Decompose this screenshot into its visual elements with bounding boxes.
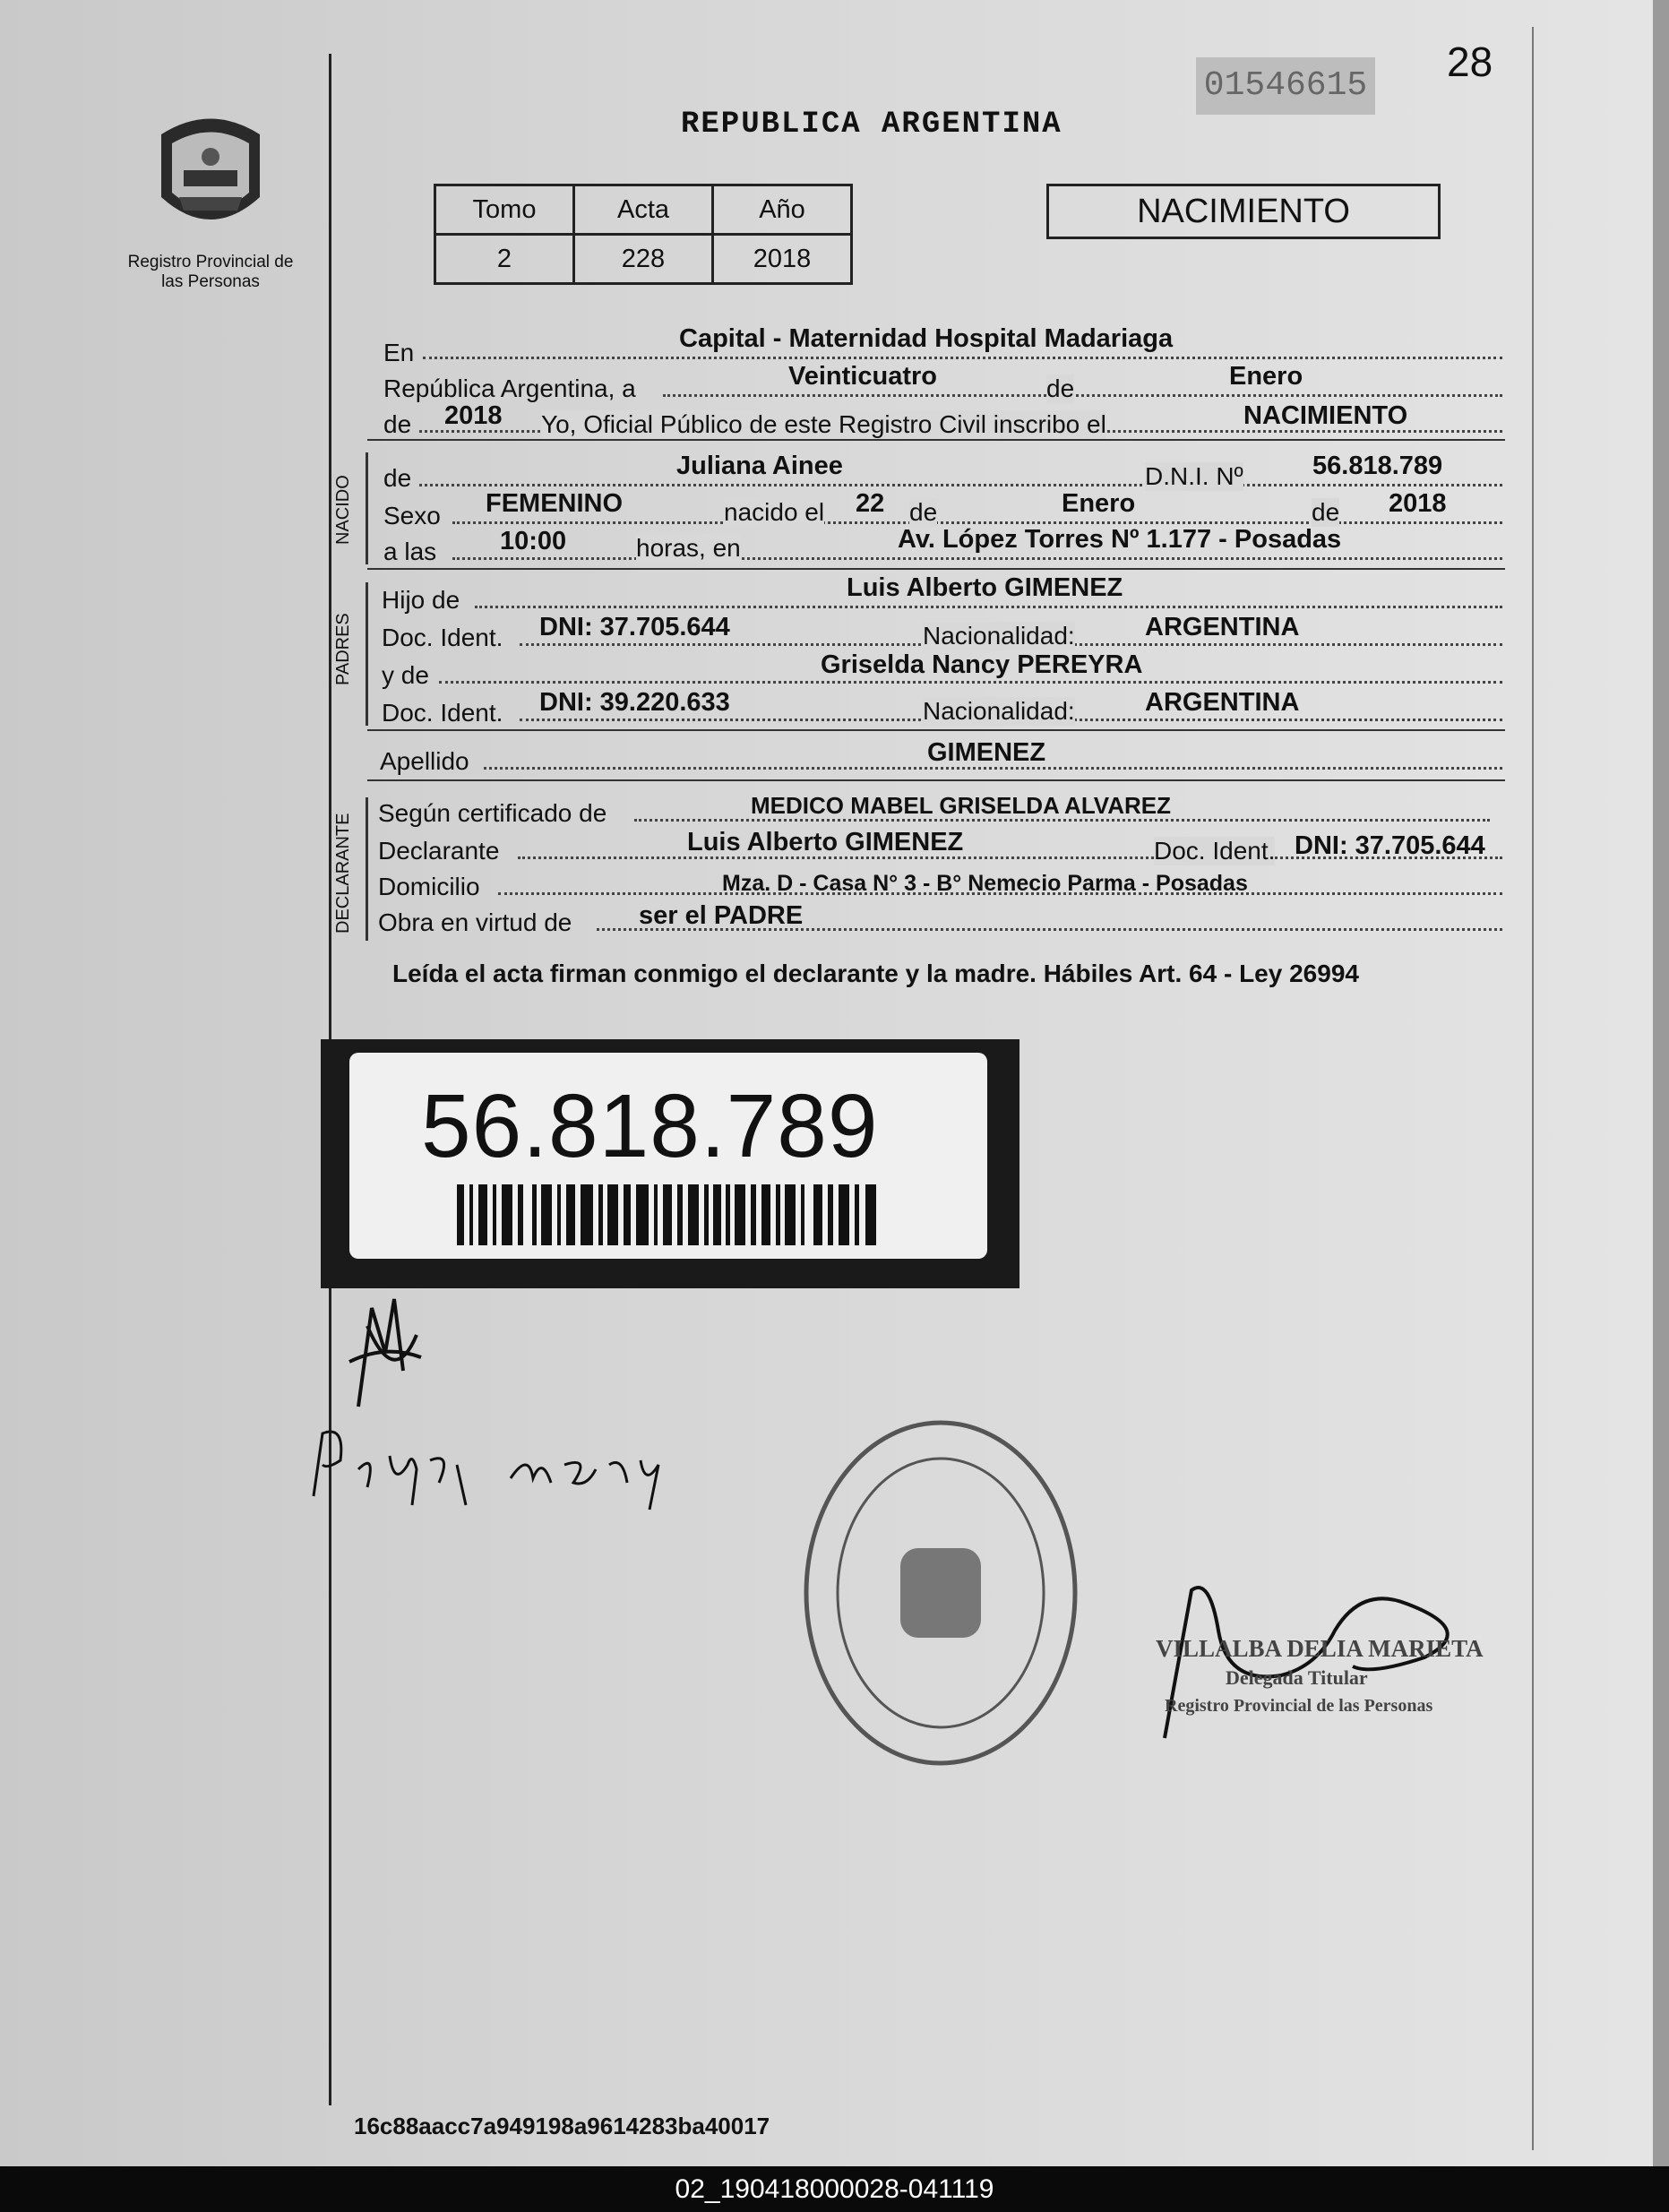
- declarante-name: Luis Alberto GIMENEZ: [687, 828, 964, 856]
- file-id-footer: 02_190418000028-041119: [0, 2166, 1669, 2212]
- nacido-de-label: de: [383, 464, 412, 492]
- declarante-doc: DNI: 37.705.644: [1295, 831, 1485, 860]
- cert-value: MEDICO MABEL GRISELDA ALVAREZ: [751, 792, 1171, 819]
- year-value: 2018: [444, 401, 503, 430]
- serial-number: 01546615: [1196, 57, 1375, 115]
- father-nationality: ARGENTINA: [1145, 613, 1300, 641]
- mother-signature: [305, 1416, 672, 1514]
- sexo-label: Sexo: [383, 502, 441, 529]
- birth-year: 2018: [1389, 489, 1447, 518]
- nacido-el-label: nacido el: [724, 498, 825, 526]
- acta-value: 228: [574, 235, 713, 284]
- section-padres: PADRES: [333, 613, 353, 685]
- doc-ident-label: Doc. Ident.: [382, 624, 503, 651]
- obra-label: Obra en virtud de: [378, 908, 572, 936]
- child-dni: 56.818.789: [1312, 452, 1443, 480]
- de-label-3: de: [1312, 498, 1340, 526]
- acta-header: Acta: [574, 185, 713, 235]
- nacionalidad-label-2: Nacionalidad:: [923, 697, 1075, 725]
- official-name: VILLALBA DELIA MARIETA: [1156, 1635, 1484, 1662]
- act-value: NACIMIENTO: [1243, 401, 1408, 430]
- section-declarante: DECLARANTE: [333, 813, 353, 934]
- dni-sticker-number: 56.818.789: [421, 1076, 879, 1176]
- official-office: Registro Provincial de las Personas: [1165, 1696, 1433, 1716]
- child-name: Juliana Ainee: [676, 452, 843, 480]
- declarant-signature: [331, 1290, 430, 1416]
- record-table: [434, 184, 853, 285]
- anio-header: Año: [713, 185, 852, 235]
- registry-name: Registro Provincial de las Personas: [127, 253, 294, 291]
- province-seal-icon: [143, 108, 278, 242]
- declarante-label: Declarante: [378, 837, 500, 865]
- barcode-icon: [457, 1184, 878, 1245]
- mother-doc: DNI: 39.220.633: [539, 688, 730, 717]
- tomo-header: Tomo: [435, 185, 574, 235]
- domicilio-label: Domicilio: [378, 873, 480, 900]
- hijo-label: Hijo de: [382, 586, 460, 614]
- mother-name: Griselda Nancy PEREYRA: [821, 650, 1143, 679]
- apellido-value: GIMENEZ: [927, 738, 1046, 767]
- horas-label: horas, en: [636, 534, 741, 562]
- document-title: REPUBLICA ARGENTINA: [681, 108, 1062, 142]
- statement: Yo, Oficial Público de este Registro Civil inscribo el: [541, 410, 1106, 438]
- birth-month: Enero: [1062, 489, 1136, 518]
- day-value: Veinticuatro: [788, 362, 937, 391]
- month-value: Enero: [1229, 362, 1303, 391]
- father-doc: DNI: 37.705.644: [539, 613, 730, 641]
- right-margin-line: [1532, 27, 1534, 2150]
- obra-value: ser el PADRE: [639, 901, 804, 930]
- anio-value: 2018: [713, 235, 852, 284]
- yde-label: y de: [382, 661, 429, 689]
- birth-time: 10:00: [500, 527, 567, 555]
- apellido-label: Apellido: [380, 747, 469, 775]
- document-hash: 16c88aacc7a949198a9614283ba40017: [354, 2113, 770, 2139]
- place-value: Capital - Maternidad Hospital Madariaga: [679, 324, 1174, 353]
- certificado-label: Según certificado de: [378, 799, 607, 827]
- section-nacido: NACIDO: [333, 475, 353, 545]
- republica-label: República Argentina, a: [383, 374, 636, 402]
- doc-ident-label-2: Doc. Ident.: [382, 699, 503, 727]
- en-label: En: [383, 339, 415, 366]
- birth-day: 22: [856, 489, 885, 518]
- nacionalidad-label: Nacionalidad:: [923, 622, 1075, 650]
- closing-statement: Leída el acta firman conmigo el declarante y la madre. Hábiles Art. 64 - Ley 26994: [392, 960, 1359, 987]
- father-name: Luis Alberto GIMENEZ: [847, 573, 1123, 602]
- mother-nationality: ARGENTINA: [1145, 688, 1300, 717]
- official-role: Delegada Titular: [1226, 1666, 1368, 1689]
- de2-label: de: [383, 410, 412, 438]
- birth-address: Av. López Torres Nº 1.177 - Posadas: [898, 525, 1342, 554]
- sexo-value: FEMENINO: [486, 489, 624, 518]
- de-label: de: [1046, 374, 1075, 402]
- official-stamp-icon: [797, 1414, 1084, 1772]
- tomo-value: 2: [435, 235, 574, 284]
- page-number: 28: [1447, 39, 1493, 85]
- domicilio-value: Mza. D - Casa N° 3 - B° Nemecio Parma - Posadas: [722, 871, 1248, 896]
- alas-label: a las: [383, 538, 437, 565]
- dni-label: D.N.I. Nº: [1145, 462, 1243, 490]
- document-type: NACIMIENTO: [1046, 184, 1441, 239]
- page-edge: [1653, 0, 1669, 2166]
- doc-ident-label-3: Doc. Ident.: [1154, 837, 1276, 865]
- de-label-2: de: [909, 498, 938, 526]
